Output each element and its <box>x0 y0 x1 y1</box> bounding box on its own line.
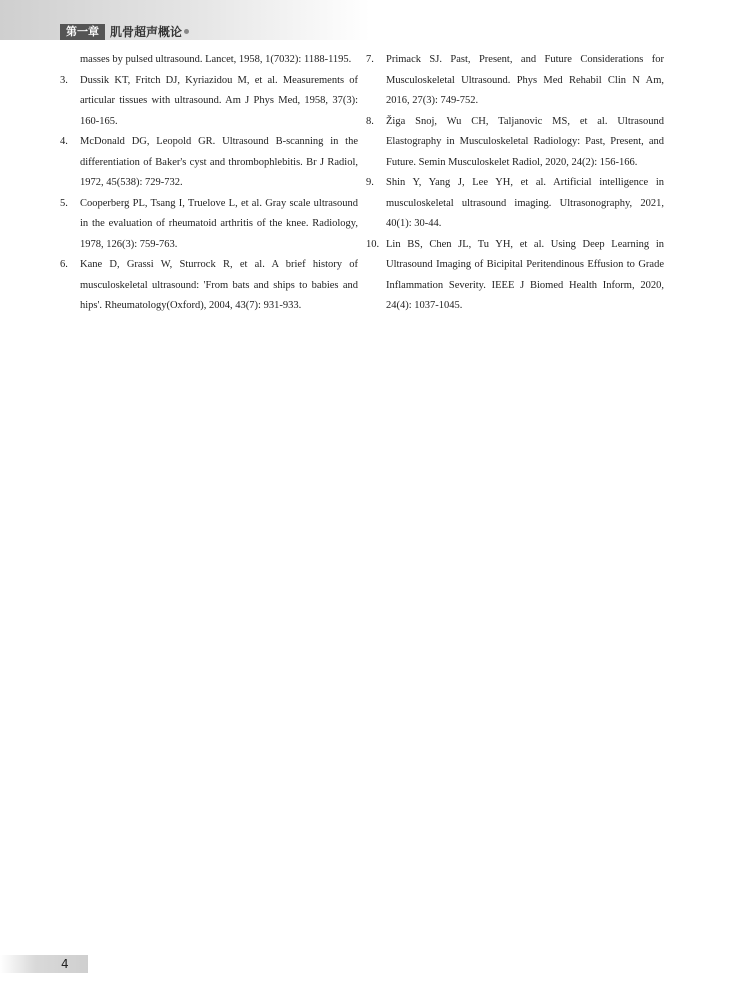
reference-text: Shin Y, Yang J, Lee YH, et al. Artificial intelligence in musculoskeletal ultrasound imaging. Ultrasonography, 2021, 40(1): 30-44. <box>386 177 664 229</box>
reference-list-right <box>366 50 664 317</box>
reference-text: Lin BS, Chen JL, Tu YH, et al. Using Deep Learning in Ultrasound Imaging of Bicipital Peritendinous Effusion to Grade Inflammation Severity. IEEE J Biomed Health Inform, 2020, 24(4): 1037-1045. <box>386 238 664 311</box>
chapter-tag: 第一章 <box>60 24 105 40</box>
reference-item <box>366 235 664 317</box>
reference-text: Žiga Snoj, Wu CH, Taljanovic MS, et al. Ultrasound Elastography in Musculoskeletal Radiology: Past, Present, and Future. Semin Musculoskelet Radiol, 2020, 24(2): 156-166. <box>386 115 664 168</box>
reference-list-left <box>60 50 358 317</box>
reference-text: Kane D, Grassi W, Sturrock R, et al. A brief history of musculoskeletal ultrasound: 'From bats and ships to babies and hips'. Rheumatology(Oxford), 2004, 43(7): 931-933. <box>80 259 358 311</box>
bullet-dot-icon <box>184 29 189 34</box>
page-number: 4 <box>61 957 69 971</box>
reference-number: 10. <box>366 238 380 250</box>
reference-number: 4. <box>60 136 68 147</box>
reference-number: 9. <box>366 177 374 188</box>
reference-item <box>80 50 358 71</box>
reference-item <box>366 50 664 112</box>
reference-item <box>60 71 358 133</box>
reference-text: McDonald DG, Leopold GR. Ultrasound B-scanning in the differentiation of Baker's cyst and thrombophlebitis. Br J Radiol, 1972, 45(538): 729-732. <box>80 136 358 188</box>
reference-text: masses by pulsed ultrasound. Lancet, 1958, 1(7032): 1188-1195. <box>80 54 352 65</box>
reference-item <box>60 255 358 317</box>
reference-item <box>60 132 358 194</box>
reference-number: 5. <box>60 197 68 209</box>
reference-text: Cooperberg PL, Tsang I, Truelove L, et al. Gray scale ultrasound in the evaluation of rheumatoid arthritis of the knee. Radiology, 1978, 126(3): 759-763. <box>80 197 358 250</box>
reference-number: 8. <box>366 115 374 127</box>
chapter-header-band <box>0 0 370 40</box>
reference-text: Dussik KT, Fritch DJ, Kyriazidou M, et al. Measurements of articular tissues with ultrasound. Am J Phys Med, 1958, 37(3): 160-165. <box>80 74 358 127</box>
reference-item <box>60 194 358 256</box>
chapter-title: 肌骨超声概论 <box>110 25 183 39</box>
reference-number: 7. <box>366 54 374 65</box>
reference-item <box>366 173 664 235</box>
reference-text: Primack SJ. Past, Present, and Future Considerations for Musculoskeletal Ultrasound. Phys Med Rehabil Clin N Am, 2016, 27(3): 749-752. <box>386 54 664 106</box>
reference-number: 6. <box>60 259 68 270</box>
page-number-band <box>0 955 88 973</box>
reference-number: 3. <box>60 74 68 86</box>
reference-item <box>366 112 664 174</box>
